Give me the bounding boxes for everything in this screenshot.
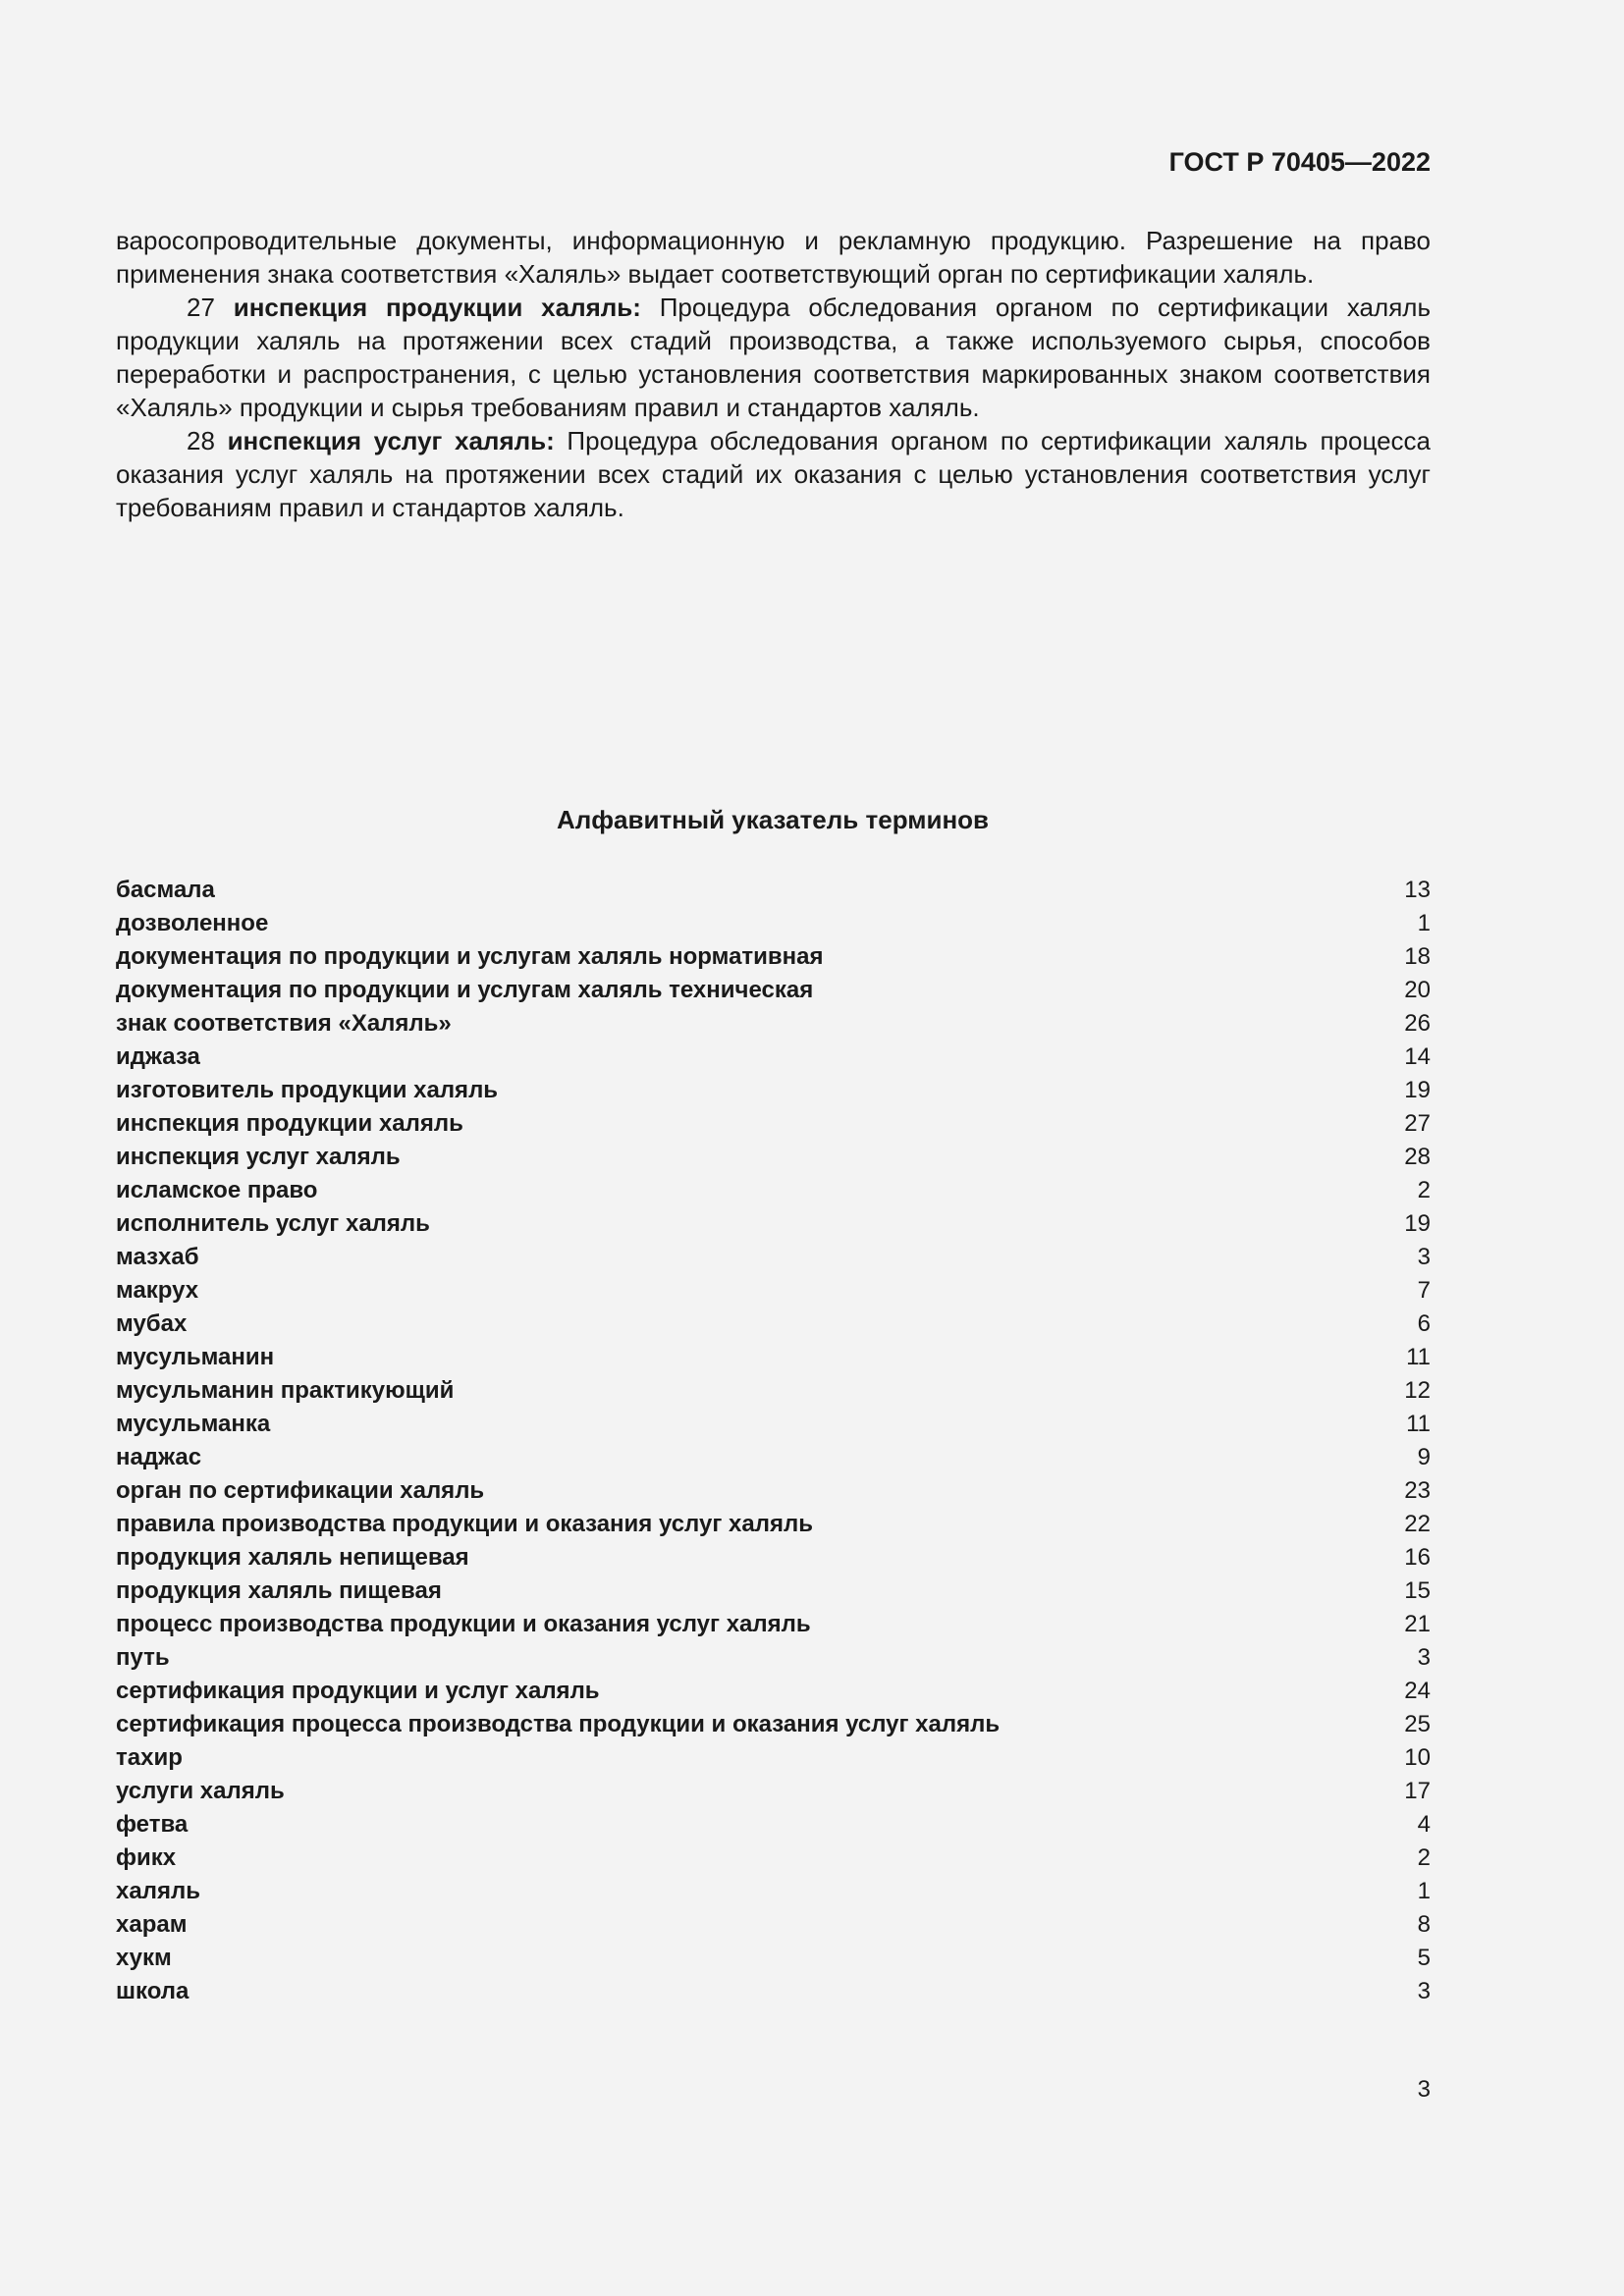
page-number: 3 <box>1417 2076 1431 2103</box>
index-term-number: 4 <box>1417 1811 1431 1838</box>
index-term-number: 12 <box>1404 1377 1431 1404</box>
index-term-number: 28 <box>1404 1144 1431 1170</box>
index-term: документация по продукции и услугам халяль техническая <box>116 977 814 1003</box>
index-term: мубах <box>116 1310 188 1337</box>
index-term: иджаза <box>116 1043 200 1070</box>
intro-paragraph: варосопроводительные документы, информационную и рекламную продукцию. Разрешение на право применения знака соответствия «Халяль» выдает соответствующий орган по сертификации халяль. <box>116 226 1431 289</box>
index-term: исламское право <box>116 1177 318 1203</box>
index-term: фикх <box>116 1844 177 1871</box>
index-entry <box>116 1107 1431 1141</box>
index-entry <box>116 1575 1431 1608</box>
index-entry <box>116 1808 1431 1842</box>
index-entry <box>116 1675 1431 1708</box>
index-term: фетва <box>116 1811 189 1838</box>
definition-term: инспекция услуг халяль: <box>227 426 555 455</box>
index-term-number: 17 <box>1404 1778 1431 1804</box>
index-term-number: 15 <box>1404 1577 1431 1604</box>
index-term-number: 13 <box>1404 877 1431 903</box>
index-entry <box>116 1174 1431 1207</box>
index-entry <box>116 1708 1431 1741</box>
index-term: инспекция продукции халяль <box>116 1110 463 1137</box>
index-term-number: 21 <box>1404 1611 1431 1637</box>
index-term-number: 16 <box>1404 1544 1431 1571</box>
index-entry <box>116 1374 1431 1408</box>
index-term-number: 9 <box>1417 1444 1431 1470</box>
index-entry <box>116 1074 1431 1107</box>
index-term-number: 3 <box>1417 1644 1431 1671</box>
intro-text <box>116 224 1431 524</box>
definition-text: Процедура обследования органом по сертификации халяль процесса оказания услуг халяль на протяжении всех стадий их оказания с целью установления соответствия услуг требованиям правил и стандартов халяль. <box>116 426 1431 522</box>
index-entry <box>116 1942 1431 1975</box>
index-term-number: 24 <box>1404 1678 1431 1704</box>
index-term: процесс производства продукции и оказания услуг халяль <box>116 1611 811 1637</box>
document-code: ГОСТ Р 70405—2022 <box>1168 147 1431 177</box>
definition-number: 28 <box>187 426 215 455</box>
index-entry <box>116 1641 1431 1675</box>
index-term: мусульманин <box>116 1344 275 1370</box>
definition-text: Процедура обследования органом по сертификации халяль продукции халяль на протяжении всех стадий производства, а также используемого сырья, способов переработки и распространения, с целью установления соответствия маркированных знаком соответствия «Халяль» продукции и сырья требованиям правил и стандартов халяль. <box>116 293 1431 422</box>
index-term: исполнитель услуг халяль <box>116 1210 430 1237</box>
index-entry <box>116 1408 1431 1441</box>
index-term: школа <box>116 1978 189 2004</box>
index-entry <box>116 1341 1431 1374</box>
index-term-number: 3 <box>1417 1978 1431 2004</box>
index-term-number: 3 <box>1417 1244 1431 1270</box>
index-term-number: 19 <box>1404 1077 1431 1103</box>
definition-28 <box>116 424 1431 524</box>
index-term-number: 6 <box>1417 1310 1431 1337</box>
index-term-number: 8 <box>1417 1911 1431 1938</box>
index-term: инспекция услуг халяль <box>116 1144 401 1170</box>
index-entry <box>116 1274 1431 1308</box>
index-term-number: 20 <box>1404 977 1431 1003</box>
definition-number: 27 <box>187 293 215 322</box>
index-term: сертификация процесса производства продукции и оказания услуг халяль <box>116 1711 1001 1737</box>
index-entry <box>116 1608 1431 1641</box>
index-term: харам <box>116 1911 188 1938</box>
index-term-number: 1 <box>1417 1878 1431 1904</box>
index-term: мусульманин практикующий <box>116 1377 455 1404</box>
index-entry <box>116 1508 1431 1541</box>
definition-27 <box>116 291 1431 424</box>
index-term-number: 27 <box>1404 1110 1431 1137</box>
index-entry <box>116 1875 1431 1908</box>
index-entry <box>116 1441 1431 1474</box>
index-term: знак соответствия «Халяль» <box>116 1010 452 1037</box>
index-term-number: 1 <box>1417 910 1431 936</box>
index-entry <box>116 1007 1431 1041</box>
index-entry <box>116 974 1431 1007</box>
index-term: басмала <box>116 877 215 903</box>
index-term-number: 10 <box>1404 1744 1431 1771</box>
index-entry <box>116 940 1431 974</box>
index-term-number: 18 <box>1404 943 1431 970</box>
index-term-number: 14 <box>1404 1043 1431 1070</box>
index-entry <box>116 1541 1431 1575</box>
index-term: изготовитель продукции халяль <box>116 1077 499 1103</box>
index-term-number: 19 <box>1404 1210 1431 1237</box>
index-entry <box>116 1241 1431 1274</box>
index-term-number: 25 <box>1404 1711 1431 1737</box>
index-entry <box>116 1741 1431 1775</box>
index-term: мусульманка <box>116 1411 271 1437</box>
index-term: тахир <box>116 1744 183 1771</box>
index-entry <box>116 874 1431 907</box>
index-entry <box>116 1975 1431 2008</box>
index-entry <box>116 907 1431 940</box>
definition-term: инспекция продукции халяль: <box>233 293 641 322</box>
index-term: дозволенное <box>116 910 269 936</box>
index-term: документация по продукции и услугам халяль нормативная <box>116 943 824 970</box>
index-title: Алфавитный указатель терминов <box>556 805 990 834</box>
index-term-number: 22 <box>1404 1511 1431 1537</box>
index-term-number: 2 <box>1417 1177 1431 1203</box>
index-entry <box>116 1842 1431 1875</box>
index-term: правила производства продукции и оказания услуг халяль <box>116 1511 813 1537</box>
index-term-number: 11 <box>1406 1411 1431 1437</box>
index-term: мазхаб <box>116 1244 199 1270</box>
index-term: наджас <box>116 1444 202 1470</box>
index-entry <box>116 1207 1431 1241</box>
index-entry <box>116 1308 1431 1341</box>
index-entry <box>116 1041 1431 1074</box>
index-entry <box>116 1775 1431 1808</box>
index-term: макрух <box>116 1277 199 1304</box>
index-term: сертификация продукции и услуг халяль <box>116 1678 600 1704</box>
term-index-list <box>116 874 1431 2008</box>
index-term-number: 26 <box>1404 1010 1431 1037</box>
index-term-number: 23 <box>1404 1477 1431 1504</box>
index-entry <box>116 1474 1431 1508</box>
index-term: хукм <box>116 1945 172 1971</box>
index-term-number: 5 <box>1417 1945 1431 1971</box>
index-term-number: 11 <box>1406 1344 1431 1370</box>
index-term: орган по сертификации халяль <box>116 1477 485 1504</box>
index-term: услуги халяль <box>116 1778 285 1804</box>
index-entry <box>116 1908 1431 1942</box>
index-term: халяль <box>116 1878 200 1904</box>
index-term-number: 2 <box>1417 1844 1431 1871</box>
index-term: продукция халяль непищевая <box>116 1544 469 1571</box>
index-entry <box>116 1141 1431 1174</box>
index-term-number: 7 <box>1417 1277 1431 1304</box>
index-term: путь <box>116 1644 170 1671</box>
index-term: продукция халяль пищевая <box>116 1577 442 1604</box>
